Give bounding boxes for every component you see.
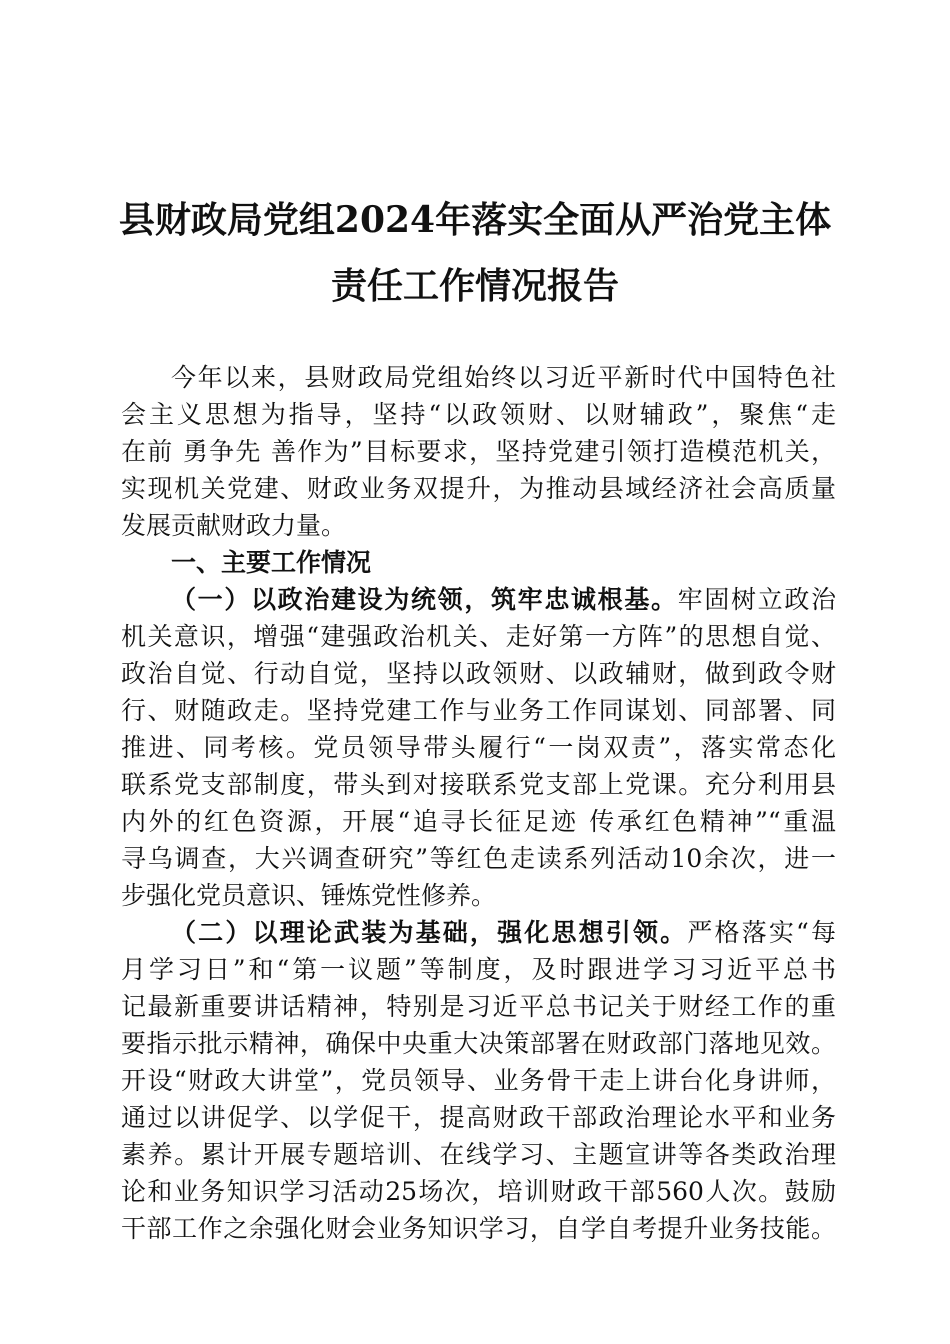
part2-line: 开设“财政大讲堂”，党员领导、业务骨干走上讲台化身讲师，	[121, 1066, 836, 1095]
part2-first-line	[121, 914, 836, 951]
part2-line: 干部工作之余强化财会业务知识学习，自学自考提升业务技能。	[121, 1214, 836, 1243]
part1-line: 寻乌调查，大兴调查研究”等红色走读系列活动10余次，进一	[121, 844, 836, 873]
part2-line: 严格落实“每	[687, 918, 837, 947]
part2-heading: （二）以理论武装为基础，强化思想引领。	[171, 918, 688, 947]
part2-line: 月学习日”和“第一议题”等制度，及时跟进学习习近平总书	[121, 955, 836, 984]
document-title-line-1: 县财政局党组2024年落实全面从严治党主体	[118, 199, 832, 241]
part1-line: 步强化党员意识、锤炼党性修养。	[121, 881, 497, 910]
intro-line: 发展贡献财政力量。	[121, 511, 347, 540]
part2-line: 记最新重要讲话精神，特别是习近平总书记关于财经工作的重	[121, 992, 836, 1021]
part2-line: 要指示批示精神，确保中央重大决策部署在财政部门落地见效。	[121, 1029, 836, 1058]
part2-line: 论和业务知识学习活动25场次，培训财政干部560人次。鼓励	[121, 1177, 836, 1206]
part2-line: 素养。累计开展专题培训、在线学习、主题宣讲等各类政治理	[121, 1140, 836, 1169]
part1-first-line	[121, 581, 836, 618]
document-body	[121, 359, 836, 1247]
part1-line: 联系党支部制度，带头到对接联系党支部上党课。充分利用县	[121, 770, 836, 799]
part1-line: 内外的红色资源，开展“追寻长征足迹 传承红色精神”“重温	[121, 807, 836, 836]
part1-heading: （一）以政治建设为统领，筑牢忠诚根基。	[171, 585, 678, 614]
part1-line: 牢固树立政治	[677, 585, 836, 614]
document-title-line-2: 责任工作情况报告	[330, 265, 619, 307]
section-heading: 一、主要工作情况	[171, 548, 372, 577]
part1-line: 推进、同考核。党员领导带头履行“一岗双责”，落实常态化	[121, 733, 836, 762]
part2-line: 通过以讲促学、以学促干，提高财政干部政治理论水平和业务	[121, 1103, 836, 1132]
intro-line: 会主义思想为指导，坚持“以政领财、以财辅政”，聚焦“走	[121, 400, 836, 429]
intro-line: 今年以来，县财政局党组始终以习近平新时代中国特色社	[171, 363, 836, 392]
intro-line: 实现机关党建、财政业务双提升，为推动县域经济社会高质量	[121, 474, 836, 503]
intro-line: 在前 勇争先 善作为”目标要求，坚持党建引领打造模范机关，	[121, 437, 836, 466]
part1-line: 机关意识，增强“建强政治机关、走好第一方阵”的思想自觉、	[121, 622, 836, 651]
part1-line: 行、财随政走。坚持党建工作与业务工作同谋划、同部署、同	[121, 696, 836, 725]
part1-line: 政治自觉、行动自觉，坚持以政领财、以政辅财，做到政令财	[121, 659, 836, 688]
